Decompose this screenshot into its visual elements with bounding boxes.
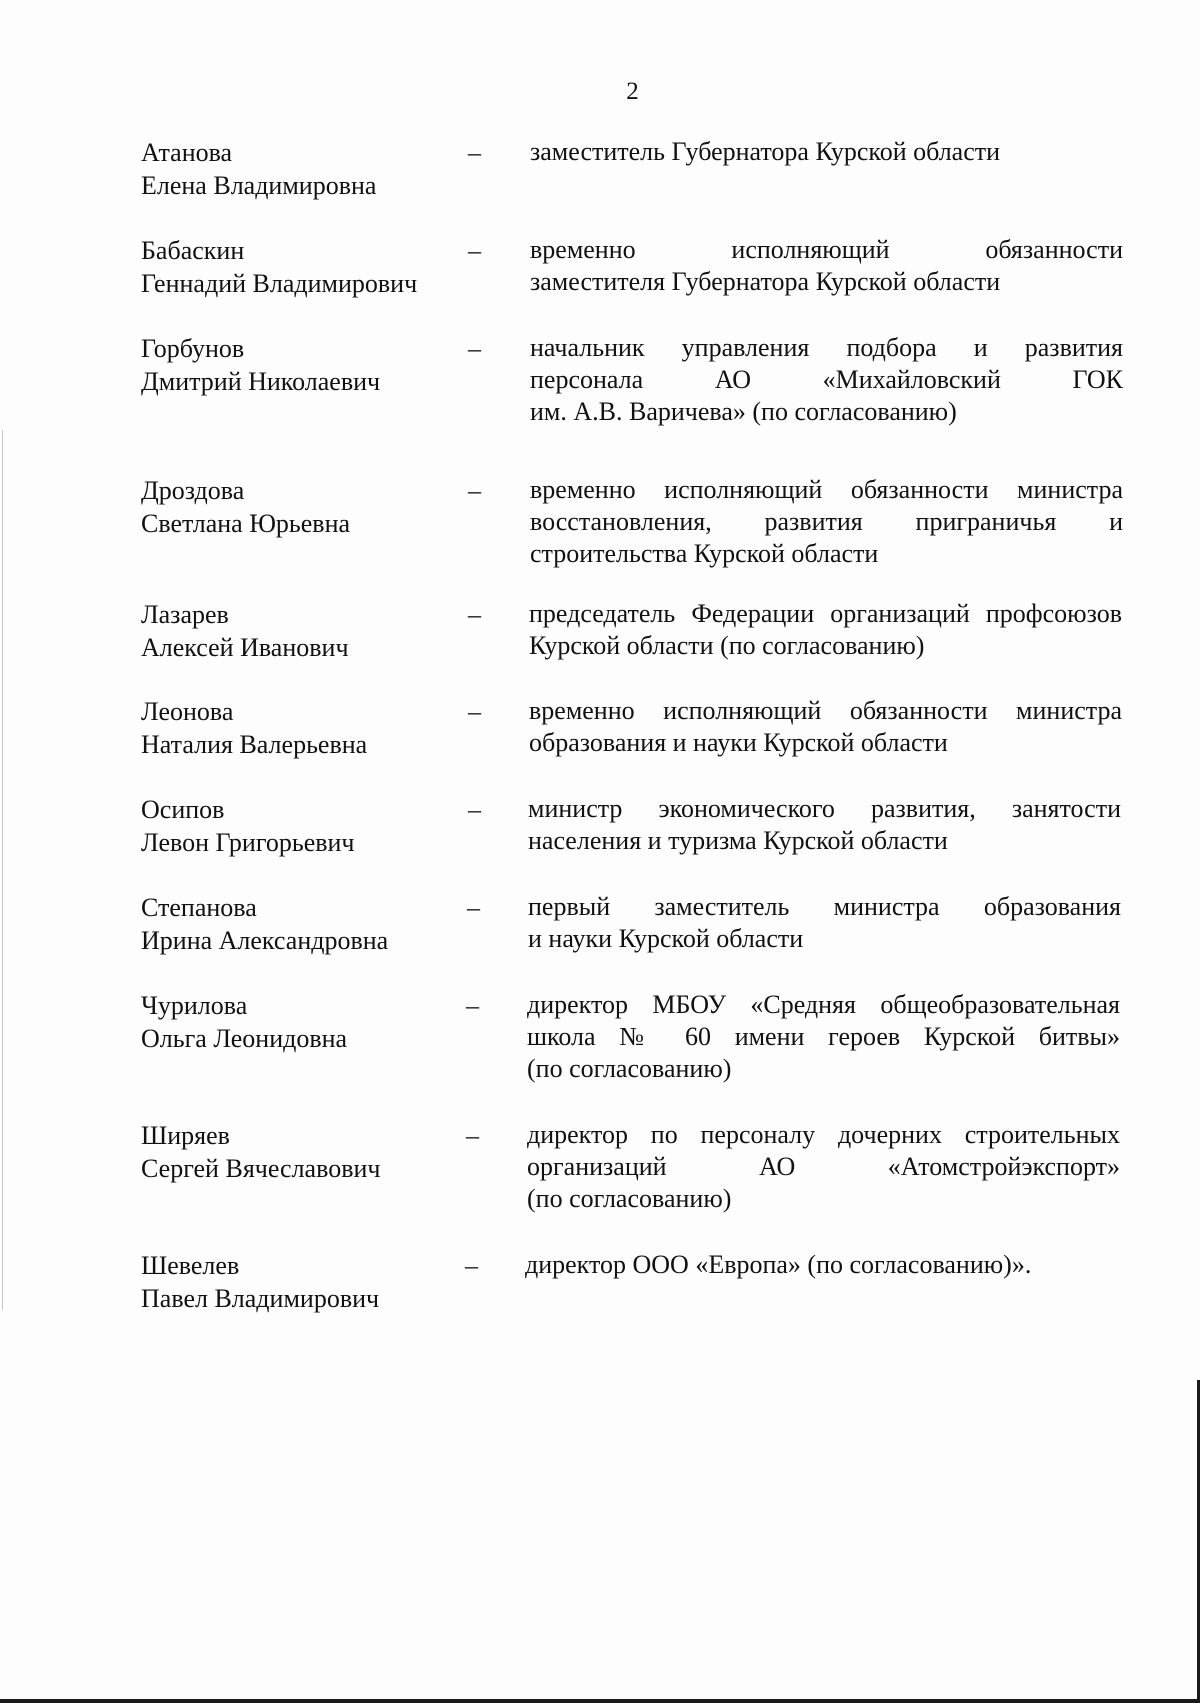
member-given-names: Елена Владимировна xyxy=(141,171,377,200)
scan-edge-left xyxy=(2,430,3,1310)
position-line: директор по персоналу дочерних строительных xyxy=(527,1120,1120,1149)
member-name xyxy=(141,989,471,1055)
dash-separator: – xyxy=(468,476,481,505)
position-line: организаций АО «Атомстройэкспорт» xyxy=(527,1152,1120,1181)
position-line: председатель Федерации организаций профсоюзов xyxy=(529,599,1122,628)
member-name xyxy=(141,474,471,540)
position-line: первый заместитель министра образования xyxy=(528,892,1121,921)
member-position xyxy=(530,136,1123,168)
member-position xyxy=(530,474,1123,570)
dash-separator: – xyxy=(468,600,481,629)
position-line: строительства Курской области xyxy=(530,539,879,568)
dash-separator: – xyxy=(465,1251,478,1280)
position-line: образования и науки Курской области xyxy=(529,728,948,757)
member-position xyxy=(527,989,1120,1085)
member-given-names: Ирина Александровна xyxy=(141,926,389,955)
member-surname: Ширяев xyxy=(141,1121,230,1150)
member-name xyxy=(141,1119,471,1185)
position-line: школа № 60 имени героев Курской битвы» xyxy=(527,1022,1120,1051)
position-line: заместитель Губернатора Курской области xyxy=(530,137,1001,166)
member-position xyxy=(530,332,1123,428)
member-name xyxy=(141,793,471,859)
position-line: директор ООО «Европа» (по согласованию)». xyxy=(525,1250,1032,1279)
dash-separator: – xyxy=(468,795,481,824)
dash-separator: – xyxy=(466,991,479,1020)
member-position xyxy=(525,1249,1118,1281)
member-position xyxy=(530,234,1123,298)
member-position xyxy=(528,793,1121,857)
position-line: населения и туризма Курской области xyxy=(528,826,948,855)
member-given-names: Светлана Юрьевна xyxy=(141,509,351,538)
dash-separator: – xyxy=(468,334,481,363)
member-surname: Степанова xyxy=(141,893,257,922)
member-surname: Горбунов xyxy=(141,334,245,363)
member-surname: Шевелев xyxy=(141,1251,240,1280)
position-line: временно исполняющий обязанности xyxy=(530,235,1123,264)
member-position xyxy=(529,598,1122,662)
member-given-names: Ольга Леонидовна xyxy=(141,1024,348,1053)
position-line: персонала АО «Михайловский ГОК xyxy=(530,365,1123,394)
member-surname: Дроздова xyxy=(141,476,245,505)
dash-separator: – xyxy=(466,1121,479,1150)
member-surname: Атанова xyxy=(141,138,233,167)
member-position xyxy=(527,1119,1120,1215)
member-surname: Осипов xyxy=(141,795,225,824)
member-given-names: Дмитрий Николаевич xyxy=(141,367,381,396)
member-name xyxy=(141,695,471,761)
member-position xyxy=(528,891,1121,955)
position-line: временно исполняющий обязанности министра xyxy=(530,475,1123,504)
scan-edge-bottom xyxy=(0,1699,1200,1703)
position-line: восстановления, развития приграничья и xyxy=(530,507,1123,536)
dash-separator: – xyxy=(468,138,481,167)
position-line: директор МБОУ «Средняя общеобразовательная xyxy=(527,990,1120,1019)
dash-separator: – xyxy=(468,697,481,726)
member-given-names: Левон Григорьевич xyxy=(141,828,355,857)
member-surname: Бабаскин xyxy=(141,236,245,265)
member-given-names: Наталия Валерьевна xyxy=(141,730,368,759)
member-given-names: Павел Владимирович xyxy=(141,1284,380,1313)
position-line: временно исполняющий обязанности министра xyxy=(529,696,1122,725)
member-name xyxy=(141,891,471,957)
member-given-names: Геннадий Владимирович xyxy=(141,269,418,298)
page-number: 2 xyxy=(626,78,639,105)
member-given-names: Сергей Вячеславович xyxy=(141,1154,381,1183)
position-line: (по согласованию) xyxy=(527,1184,732,1213)
member-name xyxy=(141,136,471,202)
position-line: им. А.В. Варичева» (по согласованию) xyxy=(530,397,957,426)
position-line: Курской области (по согласованию) xyxy=(529,631,925,660)
dash-separator: – xyxy=(468,236,481,265)
member-name xyxy=(141,598,471,664)
member-surname: Чурилова xyxy=(141,991,248,1020)
position-line: заместителя Губернатора Курской области xyxy=(530,267,1001,296)
member-name xyxy=(141,234,471,300)
dash-separator: – xyxy=(467,893,480,922)
member-given-names: Алексей Иванович xyxy=(141,633,349,662)
member-name xyxy=(141,1249,471,1315)
member-surname: Леонова xyxy=(141,697,234,726)
position-line: (по согласованию) xyxy=(527,1054,732,1083)
position-line: начальник управления подбора и развития xyxy=(530,333,1123,362)
member-position xyxy=(529,695,1122,759)
member-name xyxy=(141,332,471,398)
position-line: и науки Курской области xyxy=(528,924,804,953)
position-line: министр экономического развития, занятости xyxy=(528,794,1121,823)
member-surname: Лазарев xyxy=(141,600,229,629)
